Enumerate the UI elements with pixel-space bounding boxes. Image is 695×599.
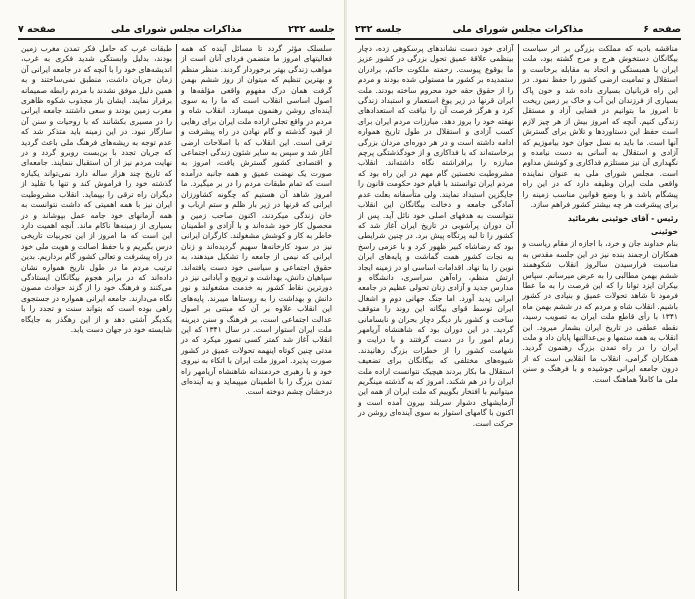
left-page-number: صفحه ۷ (18, 24, 56, 35)
right-page-column-right-text: آزادی خود دست نشاندهای پرسکوهی زده، دچار بینظمی علاقهٔ عمیق تحول بزرگی در کشور عزیز ما بوقوع پیوست. رحمته ملکوت حاکم، برادران ستمدیده بر کشور ما مستولی شده بودند و مردم را از حقوق حقه خود محروم ساخته بودند. ملت ایران قرنها در زیر یوغ استعمار و استبداد زندگی کرد و هرگز فرصت آن را نیافت که استعدادهای نهفته خود را بروز دهد. مبارزات مردم ایران برای کسب آزادی و استقلال در طول تاریخ همواره ادامه داشته است و در هر دوره‌ای مردان بزرگی برخاسته‌اند که با فداکاری و از خودگذشتگی پرچم مبارزه را برافراشته نگاه داشته‌اند. انقلاب مشروطیت نخستین گام مهم در این راه بود که مردم ایران توانستند با قیام خود حکومت قانون را جایگزین استبداد نمایند. ولی متأسفانه بعلت عدم آمادگی جامعه و دخالت بیگانگان این انقلاب نتوانست به هدفهای اصلی خود نائل آید. پس از آن دوران پرآشوبی در تاریخ ایران آغاز شد که کشور را تا لبه پرتگاه پیش برد. در چنین شرایطی بود که رضاشاه کبیر ظهور کرد و با عزمی راسخ به نجات کشور همت گماشت و پایه‌های ایران نوین را بنا نهاد. اقدامات اساسی او در زمینه ایجاد ارتش منظم، راه‌آهن سراسری، دانشگاه و مدارس جدید و آزادی زنان تحولی عظیم در جامعه ایرانی پدید آورد. اما جنگ جهانی دوم و اشغال ایران توسط قوای بیگانه این روند را متوقف ساخت و کشور بار دیگر دچار بحران و نابسامانی گردید. در این دوران بود که شاهنشاه آریامهر زمام امور را در دست گرفتند و با درایت و شهامت کشور را از خطرات بزرگ رهانیدند. شیوه‌های مختلفی که بیگانگان برای تضعیف استقلال ما بکار بردند هیچیک نتوانست اراده ملت ایران را در هم شکند. امروز که به گذشته مینگریم میتوانیم با افتخار بگوییم که ملت ایران از همه این آزمایشهای دشوار سربلند بیرون آمده است و اکنون با گامهای استوار به سوی آینده‌ای روشن در حرکت است. (358, 44, 514, 428)
speaker-name: خوئینی (651, 226, 678, 236)
left-page-column-left-text: سلسلک مؤثر گردد تا مسائل آینده که همه فعالیتهای امروز ما متضمن فردای آنان است از مواهب زندگی بهتر برخوردار گردند. منظر منظم و بهترین تنظیم که میتوان از روز ششم بهمن گرفت همان درک مفهوم واقعی مؤلفه‌ها و اصول اساسی انقلاب است که ما را به سوی آینده‌ای روشن رهنمون میسازد. انقلاب شاه و مردم در واقع تجلی اراده ملت ایران برای رهایی از قیود گذشته و گام نهادن در راه پیشرفت و ترقی است. این انقلاب که با اصلاحات ارضی آغاز شد و سپس به سایر شئون زندگی اجتماعی و اقتصادی کشور گسترش یافت، امروز به صورت یک نهضت عمیق و همه جانبه درآمده است که تمام طبقات مردم را در بر میگیرد. ما امروز شاهد آن هستیم که چگونه کشاورزان ایرانی که قرنها در زیر بار ظلم و ستم ارباب و خان زندگی میکردند، اکنون صاحب زمین و محصول کار خود شده‌اند و با آزادی و اطمینان خاطر به کار و کوشش مشغولند. کارگران ایرانی نیز در سود کارخانه‌ها سهیم گردیده‌اند و زنان ایرانی که نیمی از جامعه را تشکیل میدهند، به حقوق اجتماعی و سیاسی خود دست یافته‌اند. سپاهیان دانش، بهداشت و ترویج و آبادانی نیز در دورترین نقاط کشور به خدمت مشغولند و نور دانش و بهداشت را به روستاها میبرند. پایه‌های این انقلاب علاوه بر آن که مبتنی بر اصول عدالت اجتماعی است، بر فرهنگ و سنن دیرینه ملت ایران استوار است. در سال ۱۳۴۱ که این انقلاب آغاز شد کمتر کسی تصور میکرد که در مدتی چنین کوتاه اینهمه تحولات عمیق در کشور صورت پذیرد. امروز ملت ایران با اتکاء به نیروی خود و با رهبری خردمندانه شاهنشاه آریامهر راه تمدن بزرگ را با اطمینان میپیماید و به آینده‌ای درخشان چشم دوخته است. (181, 44, 332, 397)
left-page-column-right (18, 44, 175, 591)
speaker-label: رئیس - آقای خوئینی بفرمائید (567, 213, 678, 223)
speaker-text: بنام خداوند جان و خرد، با اجازه از مقام ریاست و همکاران ارجمند بنده نیز در این جلسه مقدس به مناسبت فرارسیدن سالروز انقلاب شکوهمند ششم بهمن مطالبی را به عرض میرسانم. سپاس بیکران ایزد توانا را که این فرصت را به ما عطا فرمود تا شاهد تحولات عمیق و بنیادی در کشور باشیم. انقلاب شاه و مردم که در ششم بهمن ماه ۱۳۴۱ با رأی قاطع ملت ایران به تصویب رسید، نقطه عطفی در تاریخ ایران بشمار میرود. این انقلاب به همه ستمها و بی‌عدالتیها پایان داد و ملت ایران را در راه تمدن بزرگ رهنمون گردید. همکاران گرامی، انقلاب ما انقلابی است که از درون جامعه ایرانی جوشیده و با فرهنگ و سنن ملی ما کاملاً هماهنگ است. (522, 239, 678, 384)
right-page-title: مذاکرات مجلس شورای ملی (452, 24, 584, 35)
right-page-columns (355, 44, 681, 591)
right-page-header (355, 22, 681, 40)
column-divider (176, 44, 177, 591)
left-page-columns (18, 44, 335, 591)
right-page (347, 0, 695, 599)
right-page-column-left (520, 44, 682, 591)
left-page-column-right-text: طبقات غرب که حامل فکر تمدن مغرب زمین بودند، بدلیل وابستگی شدید فکری به غرب، اندیشه‌های خود را با آنچه که در جامعه ایرانی آن زمان جریان داشت، منطبق نمی‌ساختند و به همین دلیل موفق نشدند با مردم رابطه صمیمانه برقرار نمایند. ایشان باز مجذوب شکوه ظاهری مغرب زمین بودند و سعی داشتند جامعه ایرانی را در مسیری بکشانند که با روحیات و سنن آن سازگار نبود. در این زمینه باید متذکر شد که عدم توجه به ریشه‌های فرهنگ ملی باعث گردید که جریان تجدد با بن‌بست روبرو گردد و در نهایت مردم نیز از آن استقبال ننمایند. جامعه‌ای که تاریخ چند هزار ساله دارد نمی‌تواند یکباره گذشته خود را فراموش کند و تنها با تقلید از دیگران راه ترقی را بپیماید. انقلاب مشروطیت ایران نیز با همه اهمیتی که داشت نتوانست به همه آرمانهای خود جامه عمل بپوشاند و در بسیاری از زمینه‌ها ناکام ماند. آنچه اهمیت دارد این است که ما امروز از این تجربیات تاریخی درس بگیریم و با حفظ اصالت و هویت ملی خود در راه پیشرفت و تعالی کشور گام برداریم. بدین ترتیب مردم ما در طول تاریخ همواره نشان داده‌اند که در برابر هجوم بیگانگان ایستادگی می‌کنند و فرهنگ خود را از گزند حوادث مصون نگاه می‌دارند. جامعه ایرانی همواره در جستجوی راهی بوده است که بتواند سنت و تجدد را با یکدیگر آشتی دهد و از این رهگذر به جایگاه شایسته خود در جهان دست یابد. (21, 44, 172, 334)
left-page-header (18, 22, 335, 40)
right-page-session: جلسه ۲۳۲ (355, 24, 402, 35)
column-divider (518, 44, 519, 591)
right-page-column-right (355, 44, 517, 591)
left-page (0, 0, 346, 599)
right-page-number: صفحه ۶ (643, 24, 681, 35)
right-page-column-left-text: مناقشه بادیه که مملکت بزرگی بر اثر سیاست بیگانگان دستخوش هرج و مرج گشته بود، ملت ایران با همبستگی و اتحاد به مقابله برخاست و استقلال و تمامیت ارضی کشور را حفظ نمود. در این راه قربانیان بسیاری داده شد و خون پاک بسیاری از فرزندان این آب و خاک بر زمین ریخت تا امروز ما بتوانیم در فضایی آزاد و مستقل زندگی کنیم. آنچه که امروز بیش از هر چیز لازم است حفظ این دستاوردها و تلاش برای گسترش آنها است. ما باید به نسل جوان خود بیاموزیم که آزادی و استقلال به آسانی به دست نیامده و نگهداری آن نیز مستلزم فداکاری و کوشش مداوم است. مجلس شورای ملی به عنوان نماینده واقعی ملت ایران وظیفه دارد که در این راه پیشگام باشد و با وضع قوانین مناسب زمینه را برای پیشرفت هر چه بیشتر کشور فراهم سازد. (522, 44, 678, 210)
left-page-title: مذاکرات مجلس شورای ملی (111, 24, 242, 35)
left-page-session: جلسه ۲۳۲ (288, 24, 335, 35)
left-page-column-left (178, 44, 335, 591)
